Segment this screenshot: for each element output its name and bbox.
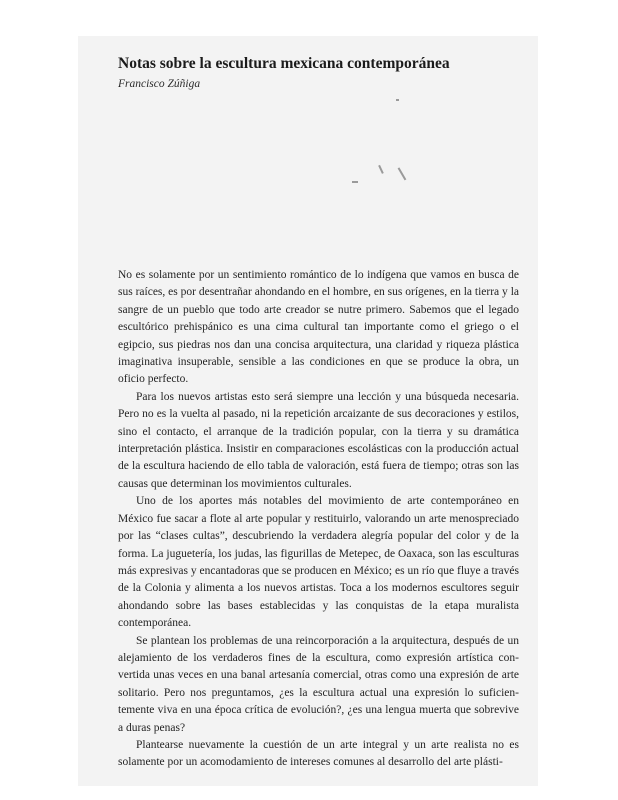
- scan-specks: [340, 95, 420, 190]
- article-author: Francisco Zúñiga: [118, 78, 201, 90]
- scan-speck: [352, 181, 358, 183]
- body-paragraph: Para los nuevos artistas esto será siempre una lección y una búsqueda necesaria. Pero no es la vuelta al pasado, ni la repetición arcaizante de sus decoraciones y estilos, sino el contacto, el arranque de la tradición popular, con la tierra y su dramática interpretación plástica. Insistir en comparaciones escolásticas con la producción actual de la escultura haciendo de ello tabla de valoración, está fuera de tiempo; otras son las causas que determinan los movimientos culturales.: [118, 390, 519, 490]
- scan-speck: [378, 165, 383, 174]
- body-paragraph: Se plantean los problemas de una reincorporación a la arquitectura, después de un alejamiento de los verdaderos fines de la escultura, como expresión artística convertida unas veces en una banal artesanía comercial, otras como una expresión de arte solitario. Pero nos preguntamos, ¿es la escultura actual una expresión lo suficientemente viva en una época crítica de evolución?, ¿es una lengua muerta que sobrevive a duras penas?: [118, 634, 519, 734]
- body-paragraph: No es solamente por un sentimiento romántico de lo indígena que vamos en busca de sus raíces, es por desentrañar ahondando en el hombre, en sus orígenes, en la tierra y la sangre de un pueblo que todo arte creador se nutre primero. Sabemos que el legado escultórico prehispánico es una cima cultural tan importante como el griego o el egipcio, sus piedras nos dan una concisa arquitectura, una claridad y riqueza plástica imaginativa insuperable, sensible a las condiciones en que se produce la obra, un oficio perfecto.: [118, 269, 519, 386]
- article-body: [118, 267, 519, 772]
- scan-speck: [396, 99, 399, 101]
- scan-speck: [398, 168, 406, 181]
- article-title: Notas sobre la escultura mexicana contemporánea: [118, 55, 450, 72]
- body-paragraph: Plantearse nuevamente la cuestión de un arte integral y un arte realista no es solamente por un acomodamiento de intereses comunes al desarrollo del arte plásti-: [118, 738, 519, 769]
- body-paragraph: Uno de los aportes más notables del movimiento de arte contemporáneo en México fue sacar a flote al arte popular y restituirlo, valorando un arte menospreciado por las “clases cultas”, descubriendo la verdadera alegría popular del color y de la forma. La juguetería, los judas, las figurillas de Metepec, de Oaxaca, son las esculturas más expresivas y encantadoras que se producen en México; es un río que fluye a través de la Colonia y alimenta a los nuevos artistas. Toca a los modernos escultores seguir ahondando sobre las bases establecidas y las conquistas de la etapa muralista contemporánea.: [118, 495, 519, 630]
